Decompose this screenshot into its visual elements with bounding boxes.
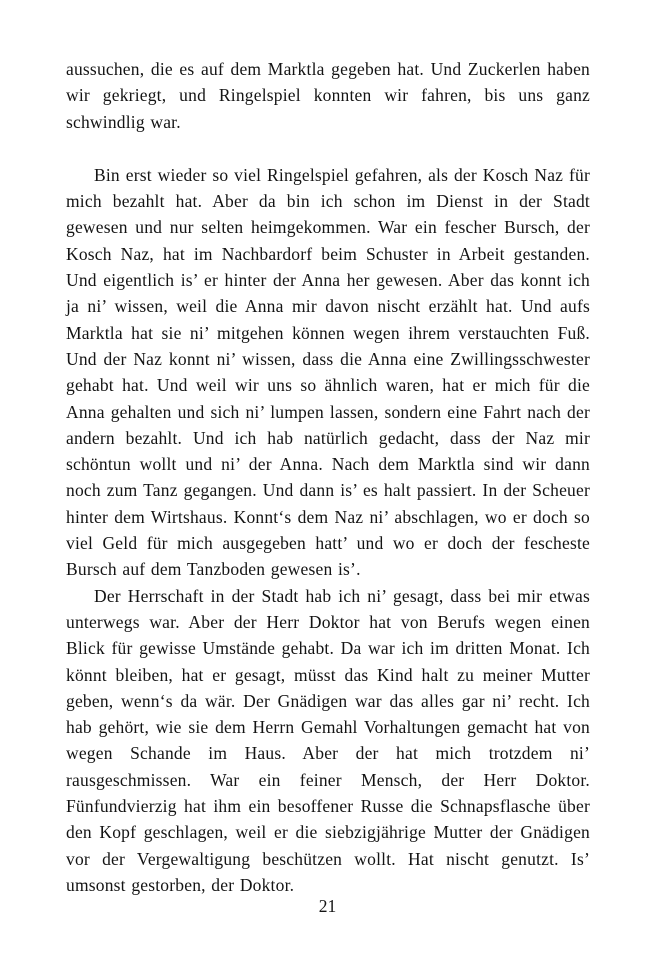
paragraph-continuation: aussuchen, die es auf dem Marktla gegeben hat. Und Zuckerlen haben wir gekriegt, und Ringelspiel konnten wir fahren, bis uns ganz schwindlig war. [66,59,590,132]
body-text [66,56,590,898]
paragraph: Der Herrschaft in der Stadt hab ich ni’ gesagt, dass bei mir etwas unterwegs war. Aber der Herr Doktor hat von Berufs wegen einen Blick für gewisse Umstände gehabt. Da war ich im dritten Monat. Ich könnt bleiben, hat er gesagt, müsst das Kind halt zu meiner Mutter geben, wenn‘s da wär. Der Gnädigen war das alles gar ni’ recht. Ich hab gehört, wie sie dem Herrn Gemahl Vorhaltungen gemacht hat von wegen Schande im Haus. Aber der hat mich trotzdem ni’ rausgeschmissen. War ein feiner Mensch, der Herr Doktor. Fünfundvierzig hat ihm ein besoffener Russe die Schnapsflasche über den Kopf geschlagen, weil er die siebzigjährige Mutter der Gnädigen vor der Vergewaltigung beschützen wollt. Hat nischt genutzt. Is’ umsonst gestorben, der Doktor. [66,585,590,895]
page-number: 21 [318,896,337,916]
paragraph: Bin erst wieder so viel Ringelspiel gefahren, als der Kosch Naz für mich bezahlt hat. Aber da bin ich schon im Dienst in der Stadt gewesen und nur selten heimgekommen. War ein fescher Bursch, der Kosch Naz, hat im Nachbardorf beim Schuster in Arbeit gestanden. Und eigentlich is’ er hinter der Anna her gewesen. Aber das konnt ich ja ni’ wissen, weil die Anna mir davon nischt erzählt hat. Und aufs Marktla hat sie ni’ mitgehen können wegen ihrem verstauchten Fuß. Und der Naz konnt ni’ wissen, dass die Anna eine Zwillingsschwester gehabt hat. Und weil wir uns so ähnlich waren, hat er mich für die Anna gehalten und sich ni’ lumpen lassen, sondern eine Fahrt nach der andern bezahlt. Und ich hab natürlich gedacht, dass der Naz mir schöntun wollt und ni’ der Anna. Nach dem Marktla sind wir dann noch zum Tanz gegangen. Und dann is’ es halt passiert. In der Scheuer hinter dem Wirtshaus. Konnt‘s dem Naz ni’ abschlagen, wo er doch so viel Geld für mich ausgegeben hatt’ und wo er doch der fescheste Bursch auf dem Tanzboden gewesen is’. [66,164,590,580]
